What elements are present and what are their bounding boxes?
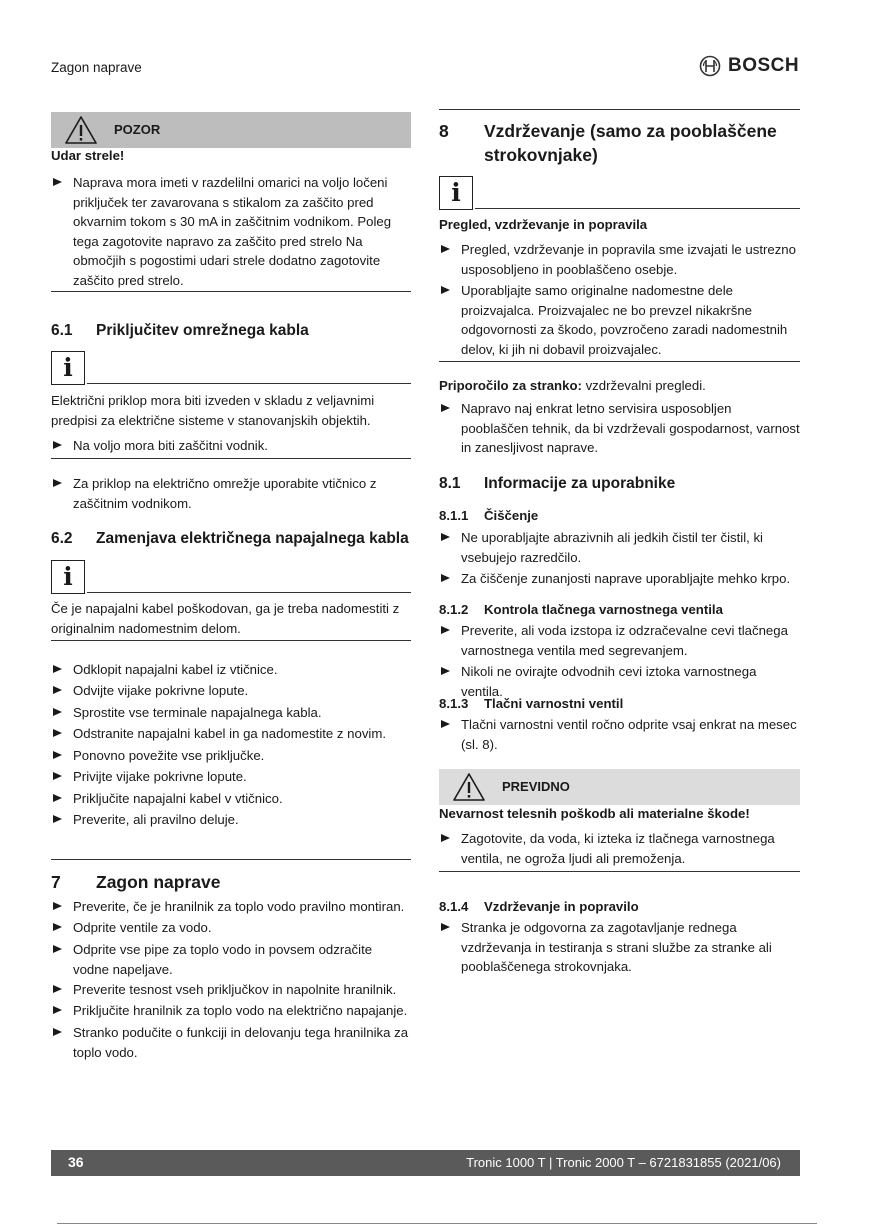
info-text: Električni priklop mora biti izveden v skladu z veljavnimi predpisi za električne sisteme v stanovanjskih objektih. <box>51 393 375 428</box>
list-item: Preverite, če je hranilnik za toplo vodo pravilno montiran. <box>51 897 411 917</box>
running-header: Zagon naprave <box>51 60 142 75</box>
divider <box>439 361 800 362</box>
section-heading-6-1: 6.1 Priključitev omrežnega kabla <box>51 322 309 339</box>
info-heading: Pregled, vzdrževanje in popravila <box>439 217 648 232</box>
brand-name: BOSCH <box>728 55 800 77</box>
divider <box>475 208 800 209</box>
section-heading-8-1: 8.1 Informacije za uporabnike <box>439 475 676 492</box>
warning-text: Naprava mora imeti v razdelilni omarici na voljo ločeni priključek ter zavarovana s stikalom za zaščito pred okvarnim tokom s 30 mA in zaščitnim vodnikom. Poleg tega zagotovite napravo za zaščito pred strelo Na območjih s pogostimi udari strele dodatno zagotovite zaščito pred strelo. <box>51 173 411 290</box>
divider <box>51 458 411 459</box>
list-item: Ponovno povežite vse priključke. <box>51 746 411 766</box>
list-item: Na voljo mora biti zaščitni vodnik. <box>51 436 411 456</box>
page-number: 36 <box>68 1154 84 1170</box>
list-item: Pregled, vzdrževanje in popravila sme izvajati le ustrezno usposobljeno in pooblaščeno osebje. <box>439 240 800 279</box>
caution-text: Zagotovite, da voda, ki izteka iz tlačnega varnostnega ventila, ne ogroža ljudi ali premoženja. <box>439 829 800 868</box>
list-item: Za čiščenje zunanjosti naprave uporabljajte mehko krpo. <box>439 569 800 589</box>
list-item: Preverite, ali voda izstopa iz odzračevalne cevi tlačnega varnostnega ventila med segrevanjem. <box>439 621 800 660</box>
list-item: Odklopit napajalni kabel iz vtičnice. <box>51 660 411 680</box>
list-item: Odprite vse pipe za toplo vodo in povsem odzračite vodne napeljave. <box>51 940 411 979</box>
bosch-logo <box>699 55 799 77</box>
divider <box>439 871 800 872</box>
divider <box>439 109 800 110</box>
info-icon: i <box>439 176 473 210</box>
chapter-heading-7: 7 Zagon naprave <box>51 872 221 892</box>
chapter-heading-8: 8 Vzdrževanje (samo za pooblaščene strokovnjake) <box>439 121 777 165</box>
info-icon: i <box>51 560 85 594</box>
document-reference: Tronic 1000 T | Tronic 2000 T – 6721831855 (2021/06) <box>466 1155 781 1170</box>
subsection-heading-8-1-4: 8.1.4 Vzdrževanje in popravilo <box>439 899 639 914</box>
caution-label: PREVIDNO <box>502 779 570 795</box>
warning-heading: Udar strele! <box>51 148 125 163</box>
bottom-rule <box>57 1223 817 1224</box>
divider <box>87 592 411 593</box>
list-item: Uporabljajte samo originalne nadomestne dele proizvajalca. Proizvajalec ne bo prevzel nikakršne odgovornosti za škodo, povzročeno zaradi nadomestnih delov, ki jih ni dobavil proizvajalec. <box>439 281 800 359</box>
info-icon: i <box>51 351 85 385</box>
list-item: Preverite tesnost vseh priključkov in napolnite hranilnik. <box>51 980 411 1000</box>
list-item: Za priklop na električno omrežje uporabite vtičnico z zaščitnim vodnikom. <box>51 474 411 513</box>
list-item: Ne uporabljajte abrazivnih ali jedkih čistil ter čistil, ki vsebujejo razredčilo. <box>439 528 800 567</box>
divider <box>51 640 411 641</box>
caution-bar <box>439 769 800 805</box>
list-item: Tlačni varnostni ventil ročno odprite vsaj enkrat na mesec (sl. 8). <box>439 715 800 754</box>
list-item: Privijte vijake pokrivne lopute. <box>51 767 411 787</box>
list-item: Odprite ventile za vodo. <box>51 918 411 938</box>
list-item: Napravo naj enkrat letno servisira usposobljen pooblaščen tehnik, da bi vzdrževali gospodarnost, varnost in zanesljivost naprave. <box>439 399 800 458</box>
list-item: Stranko podučite o funkciji in delovanju tega hranilnika za toplo vodo. <box>51 1023 411 1062</box>
divider <box>51 859 411 860</box>
list-item: Sprostite vse terminale napajalnega kabla. <box>51 703 411 723</box>
list-item: Nikoli ne ovirajte odvodnih cevi iztoka varnostnega ventila. <box>439 662 800 701</box>
list-item: Odstranite napajalni kabel in ga nadomestite z novim. <box>51 724 411 744</box>
caution-heading: Nevarnost telesnih poškodb ali materialne škode! <box>439 806 750 821</box>
subsection-heading-8-1-3: 8.1.3 Tlačni varnostni ventil <box>439 696 624 711</box>
subsection-heading-8-1-1: 8.1.1 Čiščenje <box>439 508 539 523</box>
info-text: Če je napajalni kabel poškodovan, ga je treba nadomestiti z originalnim nadomestnim delom. <box>51 601 400 636</box>
list-item: Priključite hranilnik za toplo vodo na električno napajanje. <box>51 1001 411 1021</box>
list-item: Priključite napajalni kabel v vtičnico. <box>51 789 411 809</box>
warning-bar <box>51 112 411 148</box>
warning-triangle-icon <box>64 115 98 145</box>
list-item: Preverite, ali pravilno deluje. <box>51 810 411 830</box>
list-item: Stranka je odgovorna za zagotavljanje rednega vzdrževanja in testiranja s strani službe za stranke ali pooblaščenega strokovnjaka. <box>439 918 800 977</box>
warning-label: POZOR <box>114 122 161 138</box>
list-item: Odvijte vijake pokrivne lopute. <box>51 681 411 701</box>
divider <box>87 383 411 384</box>
divider <box>51 291 411 292</box>
subsection-heading-8-1-2: 8.1.2 Kontrola tlačnega varnostnega ventila <box>439 602 723 617</box>
recommendation: Priporočilo za stranko: vzdrževalni pregledi. <box>439 378 706 393</box>
warning-triangle-icon <box>452 772 486 802</box>
bosch-armature-icon <box>699 55 721 77</box>
section-heading-6-2: 6.2 Zamenjava električnega napajalnega kabla <box>51 530 409 547</box>
